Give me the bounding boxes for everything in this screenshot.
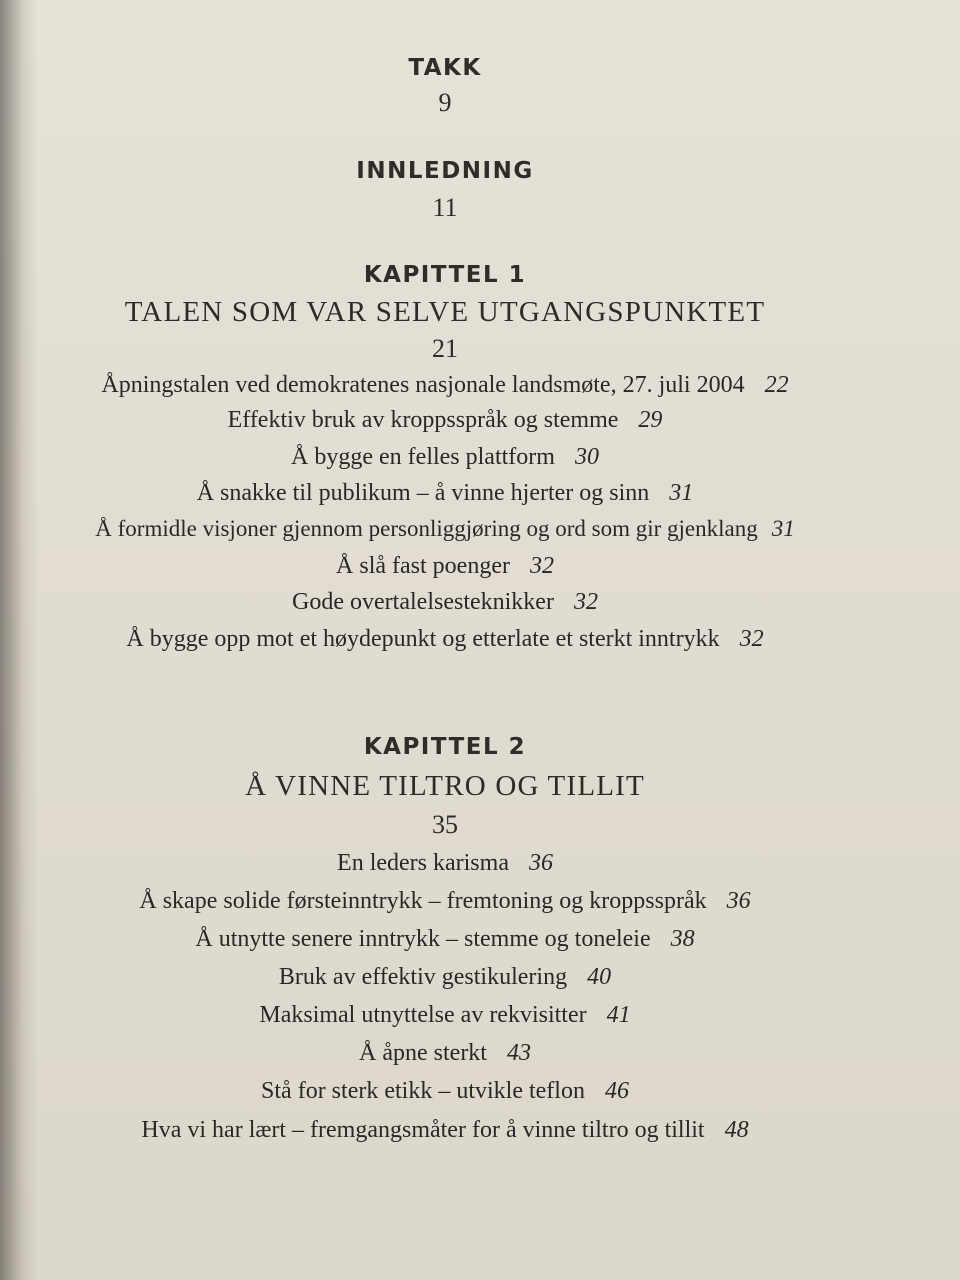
toc-entry [0, 850, 890, 877]
toc-entry-text: Hva vi har lært – fremgangsmåter for å vinne tiltro og tillit [141, 1117, 705, 1143]
toc-entry [0, 1078, 890, 1105]
toc-entry-text: Å åpne sterkt [359, 1040, 487, 1066]
toc-entry-text: Å slå fast poenger [336, 553, 510, 579]
toc-entry-page: 29 [638, 407, 663, 433]
chapter-1-title: TALEN SOM VAR SELVE UTGANGSPUNKTET [124, 296, 766, 328]
toc-entry-page: 36 [726, 888, 751, 914]
toc-entry-text: Maksimal utnyttelse av rekvisitter [259, 1002, 587, 1028]
toc-entry [0, 1002, 890, 1029]
toc-entry [0, 964, 890, 991]
chapter-1-label: KAPITTEL 1 [363, 262, 527, 288]
toc-entry [0, 926, 890, 953]
toc-entry-page: 31 [669, 480, 694, 506]
toc-entry-text: Å skape solide førsteinntrykk – fremtoning og kroppsspråk [139, 888, 707, 914]
toc-entry-page: 43 [506, 1040, 531, 1066]
toc-entry [0, 516, 890, 542]
toc-entry-text: Stå for sterk etikk – utvikle teflon [261, 1078, 585, 1104]
toc-entry [0, 589, 890, 616]
toc-entry-page: 48 [724, 1117, 749, 1143]
section-label-takk: TAKK [408, 55, 482, 81]
toc-entry-page: 32 [529, 553, 554, 579]
toc-entry [0, 444, 890, 471]
toc-entry-page: 31 [771, 516, 795, 541]
section-page-takk: 9 [438, 88, 452, 117]
toc-entry-text: Å utnytte senere inntrykk – stemme og toneleie [195, 926, 651, 952]
toc-entry-page: 22 [764, 372, 789, 398]
toc-entry-page: 30 [574, 444, 599, 470]
toc-entry-page: 46 [604, 1078, 629, 1104]
toc-entry [0, 626, 890, 653]
chapter-2-title: Å VINNE TILTRO OG TILLIT [245, 770, 645, 802]
toc-entry [0, 553, 890, 580]
toc-entry-page: 40 [587, 964, 612, 990]
toc-entry-text: Å snakke til publikum – å vinne hjerter og sinn [196, 480, 650, 506]
toc-entry-text: Å bygge en felles plattform [291, 444, 555, 470]
toc-entry [0, 1117, 890, 1144]
toc-entry-text: Effektiv bruk av kroppsspråk og stemme [227, 407, 619, 433]
toc-entry-text: Bruk av effektiv gestikulering [278, 964, 568, 990]
toc-entry [0, 480, 890, 507]
toc-entry-text: En leders karisma [337, 850, 509, 876]
chapter-2-label: KAPITTEL 2 [363, 734, 527, 760]
toc-entry [0, 888, 890, 915]
toc-entry [0, 372, 890, 399]
toc-entry [0, 407, 890, 434]
toc-entry-text: Gode overtalelsesteknikker [292, 589, 554, 615]
toc-entry-text: Å bygge opp mot et høydepunkt og etterlate et sterkt inntrykk [126, 626, 720, 652]
toc-entry [0, 1040, 890, 1067]
toc-entry-text: Å formidle visjoner gjennom personliggjøring og ord som gir gjenklang [95, 516, 758, 541]
chapter-2-page: 35 [432, 810, 458, 839]
toc-entry-page: 41 [606, 1002, 631, 1028]
section-label-innledning: INNLEDNING [356, 158, 534, 184]
toc-entry-page: 38 [670, 926, 695, 952]
toc-entry-text: Åpningstalen ved demokratenes nasjonale landsmøte, 27. juli 2004 [101, 372, 745, 398]
toc-entry-page: 36 [528, 850, 553, 876]
toc-entry-page: 32 [573, 589, 598, 615]
toc-entry-page: 32 [739, 626, 764, 652]
section-page-innledning: 11 [432, 193, 458, 222]
chapter-1-page: 21 [432, 334, 458, 363]
